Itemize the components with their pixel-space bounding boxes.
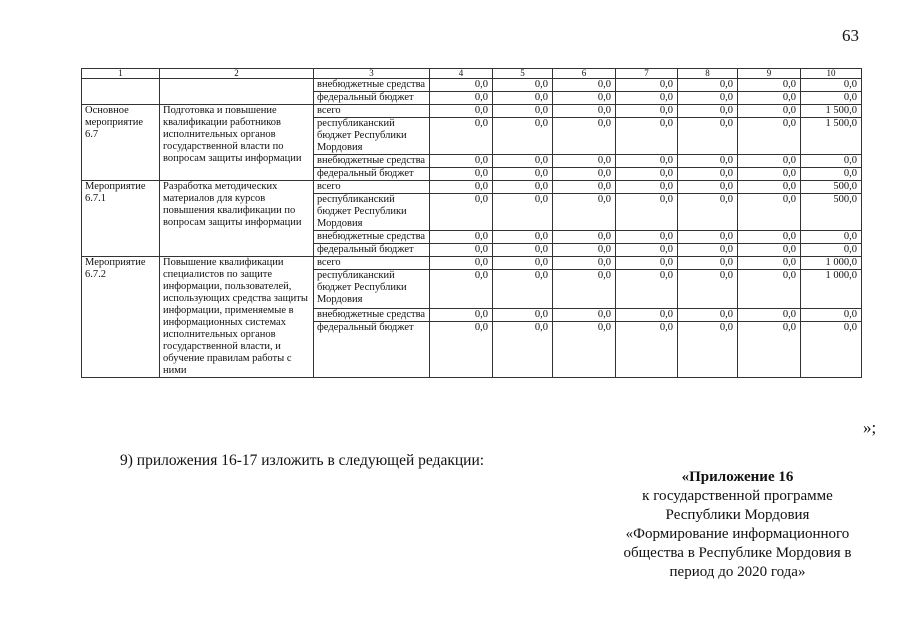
funding-source-cell: федеральный бюджет xyxy=(314,322,430,378)
column-number-header: 10 xyxy=(801,69,862,79)
value-cell: 0,0 xyxy=(430,308,493,321)
value-cell: 1 500,0 xyxy=(801,105,862,118)
column-number-header: 9 xyxy=(738,69,801,79)
value-cell: 0,0 xyxy=(553,194,616,231)
value-cell: 0,0 xyxy=(678,105,738,118)
appendix-line-3: «Формирование информационного xyxy=(625,526,850,542)
value-cell: 0,0 xyxy=(616,79,678,92)
value-cell: 0,0 xyxy=(738,181,801,194)
value-cell: 0,0 xyxy=(493,118,553,155)
value-cell: 0,0 xyxy=(553,270,616,308)
appendix-heading xyxy=(620,468,855,582)
column-number-header: 3 xyxy=(314,69,430,79)
value-cell: 0,0 xyxy=(553,92,616,105)
value-cell: 0,0 xyxy=(678,257,738,270)
table-row xyxy=(82,105,862,118)
value-cell: 0,0 xyxy=(616,155,678,168)
value-cell: 0,0 xyxy=(801,308,862,321)
value-cell: 1 000,0 xyxy=(801,270,862,308)
value-cell: 0,0 xyxy=(430,79,493,92)
column-number-header: 4 xyxy=(430,69,493,79)
value-cell: 0,0 xyxy=(553,231,616,244)
page-number: 63 xyxy=(842,26,859,45)
value-cell: 0,0 xyxy=(553,105,616,118)
value-cell: 0,0 xyxy=(553,155,616,168)
value-cell: 0,0 xyxy=(493,322,553,378)
value-cell: 0,0 xyxy=(738,92,801,105)
funding-source-cell: внебюджетные средства xyxy=(314,308,430,321)
value-cell: 0,0 xyxy=(493,270,553,308)
value-cell: 0,0 xyxy=(678,92,738,105)
value-cell: 0,0 xyxy=(553,118,616,155)
table-header-row xyxy=(82,69,862,79)
value-cell: 0,0 xyxy=(493,79,553,92)
value-cell: 0,0 xyxy=(616,270,678,308)
value-cell: 0,0 xyxy=(678,118,738,155)
value-cell: 0,0 xyxy=(738,244,801,257)
column-number-header: 7 xyxy=(616,69,678,79)
value-cell: 0,0 xyxy=(493,181,553,194)
value-cell: 0,0 xyxy=(553,322,616,378)
value-cell: 0,0 xyxy=(430,270,493,308)
value-cell: 0,0 xyxy=(430,92,493,105)
funding-source-cell: всего xyxy=(314,105,430,118)
value-cell: 0,0 xyxy=(616,244,678,257)
value-cell: 0,0 xyxy=(678,322,738,378)
empty-code-cell xyxy=(82,79,160,105)
value-cell: 0,0 xyxy=(801,231,862,244)
value-cell: 0,0 xyxy=(801,244,862,257)
value-cell: 0,0 xyxy=(678,181,738,194)
value-cell: 0,0 xyxy=(430,181,493,194)
value-cell: 0,0 xyxy=(616,322,678,378)
value-cell: 0,0 xyxy=(738,231,801,244)
value-cell: 0,0 xyxy=(678,155,738,168)
value-cell: 1 000,0 xyxy=(801,257,862,270)
column-number-header: 2 xyxy=(160,69,314,79)
funding-source-cell: федеральный бюджет xyxy=(314,244,430,257)
value-cell: 0,0 xyxy=(738,155,801,168)
column-number-header: 5 xyxy=(493,69,553,79)
value-cell: 0,0 xyxy=(430,322,493,378)
funding-source-cell: внебюджетные средства xyxy=(314,79,430,92)
funding-source-cell: внебюджетные средства xyxy=(314,155,430,168)
value-cell: 0,0 xyxy=(493,231,553,244)
value-cell: 0,0 xyxy=(801,92,862,105)
value-cell: 0,0 xyxy=(553,168,616,181)
value-cell: 0,0 xyxy=(493,105,553,118)
budget-table xyxy=(81,68,862,378)
table-row xyxy=(82,257,862,270)
measure-code-cell: Мероприятие 6.7.1 xyxy=(82,181,160,257)
value-cell: 0,0 xyxy=(430,105,493,118)
funding-source-cell: федеральный бюджет xyxy=(314,92,430,105)
value-cell: 0,0 xyxy=(801,322,862,378)
value-cell: 0,0 xyxy=(493,168,553,181)
value-cell: 0,0 xyxy=(738,79,801,92)
value-cell: 0,0 xyxy=(678,79,738,92)
table-row xyxy=(82,79,862,92)
value-cell: 0,0 xyxy=(678,270,738,308)
value-cell: 0,0 xyxy=(678,308,738,321)
value-cell: 0,0 xyxy=(678,194,738,231)
value-cell: 0,0 xyxy=(493,244,553,257)
value-cell: 0,0 xyxy=(801,168,862,181)
value-cell: 0,0 xyxy=(493,155,553,168)
value-cell: 0,0 xyxy=(493,257,553,270)
value-cell: 0,0 xyxy=(801,155,862,168)
value-cell: 0,0 xyxy=(430,118,493,155)
funding-source-cell: всего xyxy=(314,181,430,194)
value-cell: 0,0 xyxy=(678,244,738,257)
value-cell: 0,0 xyxy=(616,181,678,194)
value-cell: 0,0 xyxy=(430,155,493,168)
appendix-line-2: Республики Мордовия xyxy=(665,507,810,523)
value-cell: 0,0 xyxy=(678,168,738,181)
value-cell: 0,0 xyxy=(738,194,801,231)
measure-name-cell: Повышение квалификации специалистов по защите информации, пользователей, использующих средства защиты информации, применяемые в информационных системах исполнительных органов государственной власти, и обучение правилам работы с ними xyxy=(160,257,314,378)
value-cell: 0,0 xyxy=(430,244,493,257)
value-cell: 1 500,0 xyxy=(801,118,862,155)
appendix-title: «Приложение 16 xyxy=(681,469,794,485)
value-cell: 0,0 xyxy=(616,168,678,181)
value-cell: 0,0 xyxy=(553,244,616,257)
value-cell: 0,0 xyxy=(738,308,801,321)
funding-source-cell: федеральный бюджет xyxy=(314,168,430,181)
value-cell: 0,0 xyxy=(738,105,801,118)
value-cell: 0,0 xyxy=(616,308,678,321)
funding-source-cell: республиканский бюджет Республики Мордовия xyxy=(314,270,430,308)
item-9-text: 9) приложения 16-17 изложить в следующей редакции: xyxy=(120,452,485,469)
funding-source-cell: республиканский бюджет Республики Мордовия xyxy=(314,194,430,231)
value-cell: 0,0 xyxy=(553,79,616,92)
value-cell: 500,0 xyxy=(801,181,862,194)
value-cell: 0,0 xyxy=(553,308,616,321)
value-cell: 500,0 xyxy=(801,194,862,231)
value-cell: 0,0 xyxy=(616,118,678,155)
measure-code-cell: Мероприятие 6.7.2 xyxy=(82,257,160,378)
value-cell: 0,0 xyxy=(738,322,801,378)
closing-quote-mark: »; xyxy=(863,418,877,437)
empty-name-cell xyxy=(160,79,314,105)
column-number-header: 6 xyxy=(553,69,616,79)
appendix-line-4: общества в Республике Мордовия в xyxy=(623,545,852,561)
measure-code-cell: Основное мероприятие 6.7 xyxy=(82,105,160,181)
value-cell: 0,0 xyxy=(493,194,553,231)
measure-name-cell: Подготовка и повышение квалификации работников исполнительных органов государственной власти по вопросам защиты информации xyxy=(160,105,314,181)
value-cell: 0,0 xyxy=(616,194,678,231)
value-cell: 0,0 xyxy=(738,270,801,308)
value-cell: 0,0 xyxy=(430,168,493,181)
value-cell: 0,0 xyxy=(738,257,801,270)
value-cell: 0,0 xyxy=(553,257,616,270)
funding-source-cell: всего xyxy=(314,257,430,270)
appendix-line-5: период до 2020 года» xyxy=(669,564,806,580)
appendix-line-1: к государственной программе xyxy=(642,488,833,504)
value-cell: 0,0 xyxy=(553,181,616,194)
value-cell: 0,0 xyxy=(430,194,493,231)
value-cell: 0,0 xyxy=(678,231,738,244)
value-cell: 0,0 xyxy=(738,118,801,155)
value-cell: 0,0 xyxy=(493,308,553,321)
value-cell: 0,0 xyxy=(616,231,678,244)
funding-source-cell: внебюджетные средства xyxy=(314,231,430,244)
value-cell: 0,0 xyxy=(493,92,553,105)
value-cell: 0,0 xyxy=(616,92,678,105)
value-cell: 0,0 xyxy=(430,231,493,244)
funding-source-cell: республиканский бюджет Республики Мордовия xyxy=(314,118,430,155)
column-number-header: 1 xyxy=(82,69,160,79)
value-cell: 0,0 xyxy=(430,257,493,270)
measure-name-cell: Разработка методических материалов для курсов повышения квалификации по вопросам защиты информации xyxy=(160,181,314,257)
value-cell: 0,0 xyxy=(616,257,678,270)
table-row xyxy=(82,181,862,194)
value-cell: 0,0 xyxy=(616,105,678,118)
column-number-header: 8 xyxy=(678,69,738,79)
value-cell: 0,0 xyxy=(801,79,862,92)
value-cell: 0,0 xyxy=(738,168,801,181)
